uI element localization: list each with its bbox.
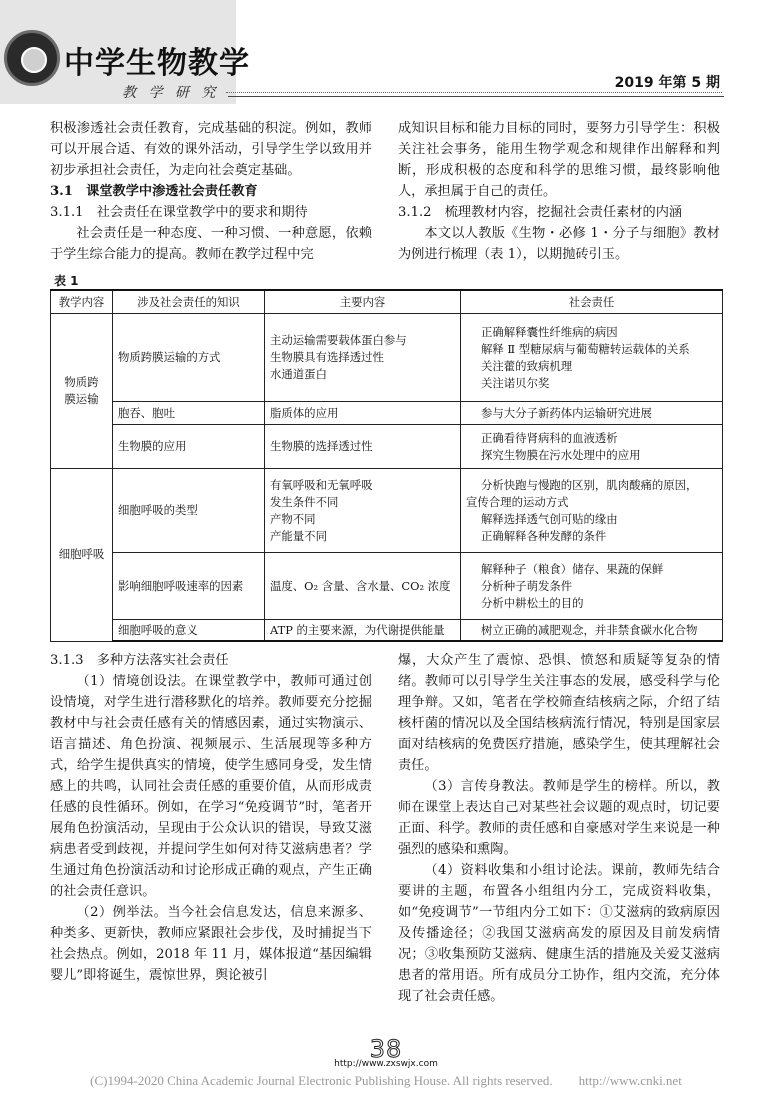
category-label: 物质跨膜运输 [64,375,99,407]
responsibility-cell [461,553,723,620]
category-cell: 细胞呼吸 [51,469,113,641]
table-row [51,314,723,402]
table-label: 表 1 [54,274,79,288]
page-number: 38 [369,1035,403,1063]
content-cell [265,314,461,402]
footer-url: http://www.zxswjx.com [334,1059,438,1069]
knowledge-cell: 物质跨膜运输的方式 [113,314,265,402]
content-cell: 生物膜的选择透过性 [265,425,461,469]
paragraph: （4）资料收集和小组讨论法。课前，教师先结合要讲的主题，布置各小组组内分工，完成资料收集，如“免疫调节”一节组内分工如下：①艾滋病的致病原因及传播途径；②我国艾滋病高发的原因及目前发病情况；③收集预防艾滋病、健康生活的措施及关爱艾滋病患者的常用语。所有成员分工协作，组内交流，充分体现了社会责任感。 [398,863,720,1004]
paragraph: 积极渗透社会责任教育，完成基础的积淀。例如，教师可以开展合适、有效的课外活动，引导学生学以致用并初步承担社会责任，为走向社会奠定基础。 [50,121,372,178]
header-rule [228,96,724,97]
table-row [51,469,723,553]
heading-3-1-1: 3.1.1 社会责任在课堂教学中的要求和期待 [50,205,308,220]
table-row [51,402,723,425]
right-column-bottom [398,650,720,1007]
responsibility-line: 分析快跑与慢跑的区别，肌肉酸痛的原因， [481,477,698,492]
content-line: 主动运输需要载体蛋白参与 [270,333,407,348]
heading-3-1-2: 3.1.2 梳理教材内容，挖掘社会责任素材的内涵 [398,205,683,220]
table-1 [50,289,723,642]
journal-name: 中学生物教学 [64,46,250,81]
table-header: 涉及社会责任的知识 [113,290,265,314]
knowledge-cell: 细胞呼吸的类型 [113,469,265,553]
content-line: 有氧呼吸和无氧呼吸 [270,477,373,492]
responsibility-line: 宣传合理的运动方式 [466,494,569,509]
issue-label: 2019 年第 5 期 [614,75,720,91]
table-header: 主要内容 [265,290,461,314]
section-label: 教 学 研 究 [122,85,220,101]
responsibility-line: 解释选择透气创可贴的缘由 [481,511,618,526]
paragraph: 本文以人教版《生物・必修 1・分子与细胞》教材为例进行梳理（表 1），以期抛砖引玉。 [398,226,720,262]
responsibility-line: 探究生物膜在污水处理中的应用 [481,447,641,462]
responsibility-line: 解释种子（粮食）储存、果蔬的保鲜 [481,561,664,576]
responsibility-cell: 参与大分子新药体内运输研究进展 [461,402,723,425]
content-cell [265,469,461,553]
right-column-top [398,118,720,265]
responsibility-cell [461,314,723,402]
table-header: 社会责任 [461,290,723,314]
left-column-top [50,118,372,265]
responsibility-cell [461,469,723,553]
knowledge-cell: 生物膜的应用 [113,425,265,469]
content-cell: 温度、O₂ 含量、含水量、CO₂ 浓度 [265,553,461,620]
paragraph: （1）情境创设法。在课堂教学中，教师可通过创设情境，对学生进行潜移默化的培养。教师要充分挖掘教材中与社会责任感有关的情感因素，通过实物演示、语言描述、角色扮演、视频展示、生活展现等多种方式，给学生提供真实的情境，使学生感同身受，发生情感上的共鸣，认同社会责任感的重要价值，从而形成责任感的良性循环。例如，在学习“免疫调节”时，笔者开展角色扮演活动，呈现由于公众认识的错误，导致艾滋病患者受到歧视，并提问学生如何对待艾滋病患者？学生通过角色扮演活动和讨论形成正确的观点，产生正确的社会责任意识。 [50,674,372,899]
table-row [51,620,723,641]
paragraph: 爆，大众产生了震惊、恐惧、愤怒和质疑等复杂的情绪。教师可以引导学生关注事态的发展，感受科学与伦理争辩。又如，笔者在学校筛查结核病之际，介绍了结核杆菌的情况以及全国结核病流行情况，特别是国家层面对结核病的免费医疗措施，感染学生，使其理解社会责任。 [398,653,720,773]
knowledge-cell: 胞吞、胞吐 [113,402,265,425]
content-cell: 脂质体的应用 [265,402,461,425]
content-line: 发生条件不同 [270,494,339,509]
table-header-row [51,290,723,314]
heading-3-1-3: 3.1.3 多种方法落实社会责任 [50,653,229,668]
content-line: 水通道蛋白 [270,367,327,382]
paragraph: 社会责任是一种态度、一种习惯、一种意愿，依赖于学生综合能力的提高。教师在教学过程中完 [50,226,372,262]
responsibility-cell [461,425,723,469]
responsibility-line: 正确解释囊性纤维病的病因 [481,324,618,339]
responsibility-line: 分析中耕松土的目的 [481,595,584,610]
paragraph: （2）例举法。当今社会信息发达，信息来源多、种类多、更新快，教师应紧跟社会步伐，及时捕捉当下社会热点。例如，2018 年 11 月，媒体报道“基因编辑婴儿”即将诞生，震惊世界，舆论被引 [50,905,372,983]
responsibility-line: 关注藿的致病机理 [481,358,573,373]
responsibility-line: 关注诺贝尔奖 [481,375,550,390]
responsibility-line: 解释 Ⅱ 型糖尿病与葡萄糖转运载体的关系 [481,341,690,356]
responsibility-cell: 树立正确的减肥观念，并非禁食碳水化合物 [461,620,723,641]
responsibility-line: 分析种子萌发条件 [481,578,573,593]
table-header: 教学内容 [51,290,113,314]
journal-logo-icon [4,30,60,86]
content-line: 生物膜具有选择透过性 [270,350,384,365]
knowledge-cell: 影响细胞呼吸速率的因素 [113,553,265,620]
responsibility-line: 正确解释各种发酵的条件 [481,528,607,543]
content-line: 产能量不同 [270,528,327,543]
content-line: 产物不同 [270,511,316,526]
copyright-notice: (C)1994-2020 China Academic Journal Electronic Publishing House. All rights reserved. http://www.cnki.net [90,1073,682,1088]
heading-3-1: 3.1 课堂教学中渗透社会责任教育 [50,184,258,199]
left-column-bottom [50,650,372,986]
paragraph: （3）言传身教法。教师是学生的榜样。所以，教师在课堂上表达自己对某些社会议题的观点时，切记要正面、科学。教师的责任感和自豪感对学生来说是一种强烈的感染和熏陶。 [398,779,720,857]
table-row [51,425,723,469]
knowledge-cell: 细胞呼吸的意义 [113,620,265,641]
section-divider [226,92,722,93]
content-cell: ATP 的主要来源，为代谢提供能量 [265,620,461,641]
paragraph: 成知识目标和能力目标的同时，要努力引导学生：积极关注社会事务，能用生物学观念和规律作出解释和判断，形成积极的态度和科学的思维习惯，最终影响他人，承担属于自己的责任。 [398,121,720,199]
category-cell [51,314,113,469]
table-row [51,553,723,620]
responsibility-line: 正确看待肾病科的血液透析 [481,430,618,445]
